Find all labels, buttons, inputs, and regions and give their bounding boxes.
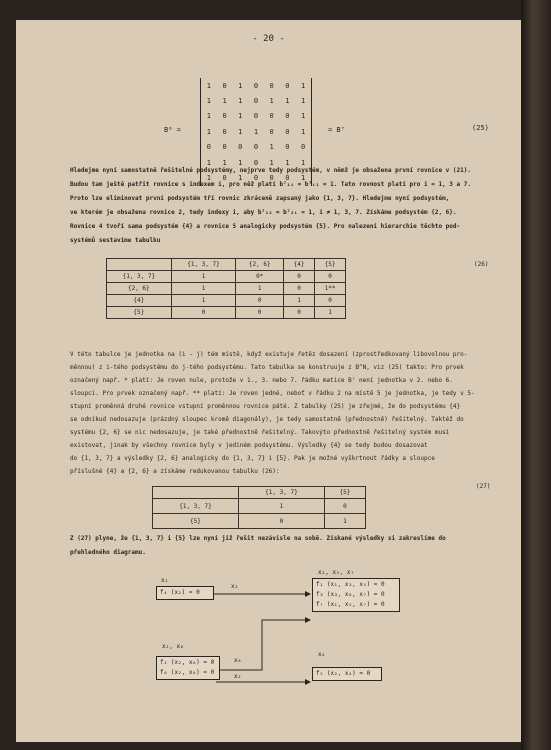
table-cell: {4}: [107, 295, 172, 307]
box4-input-label: x₄: [318, 651, 326, 658]
table-cell: 1**: [315, 283, 346, 295]
matrix-cell: 0: [285, 127, 290, 136]
matrix-cell: 0: [238, 143, 243, 152]
table-cell: {1, 3, 7}: [153, 499, 239, 514]
table-cell: 0: [284, 271, 315, 283]
matrix-cell: 1: [206, 158, 211, 167]
box1-output-label: x₁: [161, 577, 169, 584]
table-cell: {5}: [107, 307, 172, 319]
matrix-cell: 1: [206, 127, 211, 136]
matrix-cell: 1: [238, 158, 243, 167]
table-cell: 1: [171, 271, 236, 283]
table-cell: 0: [236, 295, 284, 307]
table-cell: {5}: [153, 514, 239, 529]
box2-line-1: f₁ (x₁, x₃, x₅) = 0: [316, 581, 385, 588]
matrix-cell: 1: [285, 158, 290, 167]
matrix-cell: 0: [253, 174, 259, 183]
matrix-cell: 1: [269, 143, 274, 152]
para1-line-5: Rovnice 4 tvoří sama podsystém {4} a rovnice 5 analogicky podsystém {5}. Pro nalezení hierarchie těchto pod-: [70, 223, 461, 230]
matrix-cell: 0: [253, 143, 259, 152]
matrix-cell: 1: [238, 127, 243, 136]
matrix-cell: 1: [238, 112, 243, 121]
table-cell: 0: [236, 307, 284, 319]
table-cell: 1: [171, 283, 236, 295]
table-cell: 0: [171, 307, 236, 319]
para3-line-2: přehledného diagramu.: [70, 549, 146, 556]
para2-line-7: systému {2, 6} se nic nedosazuje, je také přednostně řešitelný. Takovýto přednostně řešitelný systém musí: [70, 429, 450, 436]
box-f4: f₄ (x₂) = 0: [156, 586, 214, 600]
table-header-cell: {4}: [284, 259, 315, 271]
para2-line-5: stupní proměnná druhé rovnice vstupní proměnnou rovnice páté. Z tabulky (25) je zřejmé, že do podsystému {4}: [70, 403, 461, 410]
box2-input-label: x₁, x₅, x₇: [318, 569, 355, 576]
table-cell: 0*: [236, 271, 284, 283]
matrix-cell: 1: [206, 97, 211, 106]
table-header-cell: {5}: [324, 487, 365, 499]
table-cell: 0: [238, 514, 324, 529]
table-cell: 1: [315, 307, 346, 319]
page-number: - 20 -: [252, 34, 285, 44]
arrow-x6: [216, 620, 310, 670]
box-f2-f6: [156, 656, 220, 680]
box3-line-1: f₂ (x₂, x₆) = 0: [160, 659, 215, 666]
para2-line-6: se odnikud nedosazuje (prázdný sloupec kromě diagonály), je tedy samostatně (přednostně) řešitelný. Taktéž do: [70, 416, 464, 423]
table-header-cell: {1, 3, 7}: [238, 487, 324, 499]
equation-number-26: (26): [474, 261, 489, 268]
matrix-cell: 1: [300, 127, 306, 136]
matrix-label-left: B⁶ =: [164, 126, 181, 134]
matrix-cell: 0: [253, 97, 259, 106]
matrix-cell: 0: [300, 143, 306, 152]
matrix-cell: 1: [206, 174, 211, 183]
matrix-cell: 1: [238, 174, 243, 183]
matrix-cell: 1: [285, 97, 290, 106]
matrix-cell: 1: [300, 81, 306, 90]
equation-number-27: (27): [476, 483, 491, 490]
matrix-cell: 0: [269, 127, 274, 136]
table-cell: 0: [284, 283, 315, 295]
matrix-cell: 0: [269, 81, 274, 90]
box-f5: f₅ (x₂, x₄) = 0: [312, 667, 382, 681]
matrix-cell: 1: [269, 97, 274, 106]
matrix-cell: 0: [253, 158, 259, 167]
table-cell: 1: [171, 295, 236, 307]
para2-line-4: sloupci. Pro prvek označený např. ** platí: Je roven jedné, neboť v řádku 2 na místě 5 je jednotka, je tedy v 5-: [70, 390, 475, 397]
table-cell: {2, 6}: [107, 283, 172, 295]
matrix-cell: 0: [222, 174, 227, 183]
para3-line-1: Z (27) plyne, že {1, 3, 7} i {5} lze nyní již řešit nezávisle na sobě. Získané výsledky si zakreslíme do: [70, 535, 446, 542]
matrix-cell: 1: [206, 112, 211, 121]
para2-line-10: příslušné {4} a {2, 6} a získáme redukovanou tabulku (26):: [70, 468, 280, 475]
arrow-label-x2-top: x₂: [231, 583, 239, 590]
box2-line-2: f₃ (x₃, x₆, x₇) = 0: [316, 591, 385, 598]
diagram-arrows: [16, 20, 521, 742]
matrix-cell: 0: [222, 112, 227, 121]
matrix-cell: 1: [300, 174, 306, 183]
matrix-label-right: = B⁷: [328, 126, 345, 134]
box3-line-2: f₆ (x₂, x₆) = 0: [160, 669, 215, 676]
box3-input-label: x₂, x₆: [162, 643, 184, 650]
para1-line-4: ve kterém je obsažena rovnice 2, tedy indexy i, aby b⁷₁₂ = b⁷₂ᵢ = 1, i ≠ 1, 3, 7. Získáme podsystém {2, 6}.: [70, 209, 457, 216]
para2-line-2: měnnou) z i-tého podsystému do j-tého podsystému. Tato tabulka se konstruuje z B^N, viz (25) takto: Pro prvek: [70, 364, 464, 371]
matrix-cell: 0: [222, 81, 227, 90]
matrix-cell: 1: [300, 97, 306, 106]
box-f1-f3-f7: [312, 578, 400, 612]
table-cell: 0: [315, 271, 346, 283]
matrix-cell: 0: [206, 143, 211, 152]
matrix-cell: 1: [253, 127, 259, 136]
matrix-cell: 1: [222, 97, 227, 106]
box2-line-3: f₇ (x₁, x₅, x₇) = 0: [316, 601, 385, 608]
table-cell: 0: [315, 295, 346, 307]
matrix-cell: 1: [238, 97, 243, 106]
table-cell: 1: [324, 514, 365, 529]
table-header-cell: {2, 6}: [236, 259, 284, 271]
arrow-label-x6: x₆: [234, 657, 242, 664]
table-cell: 1: [238, 499, 324, 514]
para1-line-3: Proto lze eliminovat první podsystém tří rovnic zkráceně zapsaný jako {1, 3, 7}. Hledejme nyní podsystém,: [70, 195, 450, 202]
matrix-cell: 0: [269, 174, 274, 183]
table-cell: 1: [236, 283, 284, 295]
matrix-cell: 0: [253, 112, 259, 121]
matrix-cell: 0: [269, 112, 274, 121]
table-header-cell: {5}: [315, 259, 346, 271]
matrix-cell: 1: [300, 158, 306, 167]
equation-number-25: (25): [472, 124, 489, 132]
matrix-cell: 0: [253, 81, 259, 90]
matrix-cell: 0: [285, 174, 290, 183]
table-header-cell: {1, 3, 7}: [171, 259, 236, 271]
matrix-cell: 1: [206, 81, 211, 90]
table-cell: 1: [284, 295, 315, 307]
arrow-label-x2: x₂: [234, 673, 242, 680]
para2-line-3: označený např. * platí: Je roven nule, protože v 1., 3. nebo 7. řádku matice B⁷ není jednotka v 2. nebo 6.: [70, 377, 453, 384]
book-spine: [521, 0, 551, 750]
matrix-cell: 1: [238, 81, 243, 90]
matrix-cell: 1: [222, 158, 227, 167]
para2-line-8: existovat, jinak by všechny rovnice byly v jediném podsystému. Výsledky {4} se tedy budou dosazovat: [70, 442, 428, 449]
table-cell: 0: [284, 307, 315, 319]
table-cell: 0: [324, 499, 365, 514]
matrix-cell: 1: [269, 158, 274, 167]
document-page: [16, 20, 521, 742]
para2-line-1: V této tabulce je jednotka na (i - j) tém místě, když existuje řetěz dosazení (zprostředkovaný libovolnou pro-: [70, 351, 468, 358]
table-cell: {1, 3, 7}: [107, 271, 172, 283]
para1-line-2: Budou tam ještě patřit rovnice s indexem i, pro něž platí b⁷₁ᵢ = b⁷ᵢ₁ = 1. Tato rovnost platí pro i = 1, 3 a 7.: [70, 181, 471, 188]
matrix-cell: 0: [222, 143, 227, 152]
para1-line-6: systémů sestavíme tabulku: [70, 237, 161, 244]
para2-line-9: do {1, 3, 7} a výsledky {2, 6} analogicky do {1, 3, 7} i {5}. Pak je možné vyškrtnout řádky a sloupce: [70, 455, 435, 462]
matrix-cell: 0: [285, 112, 290, 121]
matrix-cell: 0: [285, 81, 290, 90]
para1-line-1: Hledejme nyní samostatně řešitelné podsystémy, nejprve tedy podsystém, v němž je obsažena první rovnice v (21).: [70, 167, 471, 174]
matrix-cell: 0: [222, 127, 227, 136]
matrix-cell: 0: [285, 143, 290, 152]
matrix-cell: 1: [300, 112, 306, 121]
